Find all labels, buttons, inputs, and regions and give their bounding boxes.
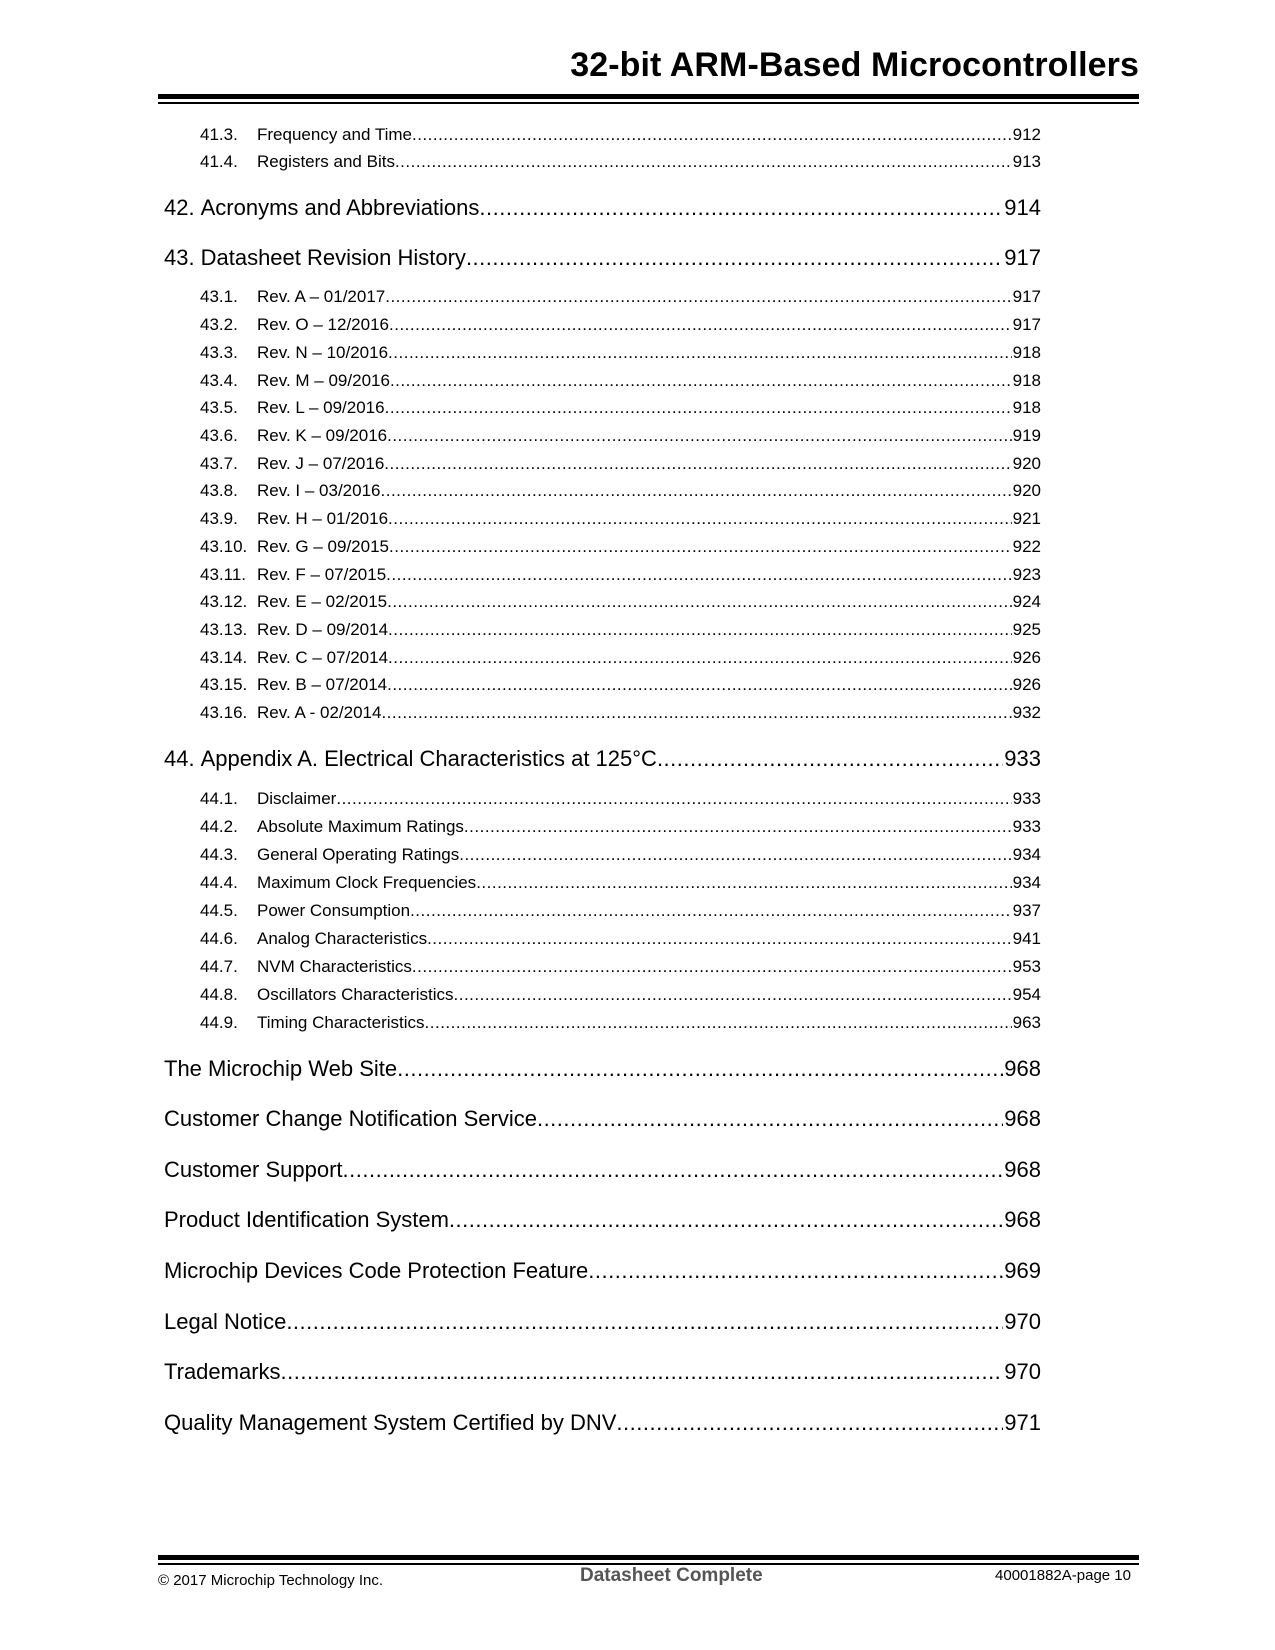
toc-entry[interactable] [200, 703, 1041, 723]
toc-leader-dots [395, 152, 1012, 172]
toc-chapter-title: Acronyms and Abbreviations [200, 195, 480, 220]
toc-leader-dots [336, 789, 1011, 809]
toc-chapter[interactable] [164, 195, 1041, 221]
toc-entry[interactable] [200, 675, 1041, 695]
toc-entry-page: 920 [1012, 481, 1041, 500]
toc-entry-title: Rev. L – 09/2016 [257, 398, 385, 417]
toc-leader-dots [459, 845, 1011, 865]
toc-entry[interactable] [200, 565, 1041, 585]
toc-entry-title: Disclaimer [257, 789, 337, 808]
footer-rule-thick [158, 1555, 1139, 1560]
toc-entry-page: 937 [1012, 901, 1041, 920]
toc-entry-number: 44.3. [200, 845, 238, 864]
toc-entry[interactable] [200, 901, 1041, 921]
toc-entry-number: 43.8. [200, 481, 238, 500]
toc-entry-title: Rev. J – 07/2016 [257, 454, 385, 473]
toc-chapter-page: 914 [1004, 195, 1041, 220]
toc-entry-number: 44.7. [200, 957, 238, 976]
toc-leader-dots [343, 1157, 1004, 1183]
toc-entry[interactable] [200, 620, 1041, 640]
toc-chapter-page: 970 [1004, 1359, 1041, 1384]
toc-entry-title: Frequency and Time [257, 125, 412, 144]
toc-leader-dots [381, 703, 1011, 723]
toc-leader-dots [588, 1258, 1003, 1284]
toc-entry-page: 919 [1012, 426, 1041, 445]
toc-leader-dots [385, 398, 1012, 418]
toc-leader-dots [425, 1013, 1012, 1033]
page-header-title: 32-bit ARM-Based Microcontrollers [570, 46, 1139, 84]
toc-entry-page: 917 [1012, 287, 1041, 306]
footer-document-label: Datasheet Complete [580, 1565, 763, 1586]
toc-chapter[interactable] [164, 1410, 1041, 1436]
toc-entry-number: 43.4. [200, 371, 238, 390]
toc-entry-page: 926 [1012, 675, 1041, 694]
toc-entry-page: 954 [1012, 985, 1041, 1004]
toc-leader-dots [388, 648, 1012, 668]
toc-leader-dots [466, 245, 1003, 271]
toc-entry[interactable] [200, 287, 1041, 307]
toc-leader-dots [386, 565, 1011, 585]
toc-entry-title: Rev. C – 07/2014 [257, 648, 389, 667]
toc-chapter[interactable] [164, 1359, 1041, 1385]
toc-chapter-page: 968 [1004, 1106, 1041, 1131]
toc-chapter-number: 42. [164, 195, 195, 220]
toc-entry[interactable] [200, 371, 1041, 391]
toc-entry-number: 43.13. [200, 620, 248, 639]
toc-entry-title: Rev. M – 09/2016 [257, 371, 390, 390]
toc-entry-number: 43.11. [200, 565, 247, 584]
toc-entry-number: 43.5. [200, 398, 238, 417]
toc-entry[interactable] [200, 789, 1041, 809]
toc-entry-number: 44.6. [200, 929, 238, 948]
toc-leader-dots [385, 287, 1011, 307]
toc-chapter-page: 968 [1004, 1056, 1041, 1081]
footer-copyright: © 2017 Microchip Technology Inc. [158, 1572, 384, 1589]
toc-leader-dots [410, 901, 1012, 921]
toc-chapter[interactable] [164, 1157, 1041, 1183]
toc-entry-title: Rev. B – 07/2014 [257, 675, 388, 694]
toc-entry[interactable] [200, 537, 1041, 557]
toc-chapter-title: Legal Notice [164, 1309, 287, 1334]
toc-chapter-title: Quality Management System Certified by DNV [164, 1410, 617, 1435]
toc-entry[interactable] [200, 152, 1041, 172]
toc-entry-title: Analog Characteristics [257, 929, 428, 948]
footer-page-number: 40001882A-page 10 [995, 1567, 1131, 1584]
toc-entry-title: Rev. I – 03/2016 [257, 481, 381, 500]
toc-leader-dots [388, 509, 1012, 529]
toc-entry[interactable] [200, 398, 1041, 418]
toc-entry-number: 44.1. [200, 789, 238, 808]
toc-entry-title: Maximum Clock Frequencies [257, 873, 477, 892]
toc-entry-title: Rev. H – 01/2016 [257, 509, 389, 528]
toc-leader-dots [427, 929, 1012, 949]
toc-leader-dots [387, 675, 1012, 695]
toc-entry-page: 912 [1012, 125, 1041, 144]
toc-chapter-page: 970 [1004, 1309, 1041, 1334]
toc-entry-number: 44.9. [200, 1013, 238, 1032]
toc-entry-page: 913 [1012, 152, 1041, 171]
toc-entry-page: 925 [1012, 620, 1041, 639]
toc-entry-page: 934 [1012, 873, 1041, 892]
toc-chapter-page: 968 [1004, 1157, 1041, 1182]
toc-leader-dots [657, 746, 1003, 772]
toc-leader-dots [476, 873, 1011, 893]
toc-entry-title: Rev. A – 01/2017 [257, 287, 386, 306]
toc-entry-page: 917 [1012, 315, 1041, 334]
toc-entry[interactable] [200, 845, 1041, 865]
toc-leader-dots [286, 1309, 1003, 1335]
toc-entry-title: Rev. O – 12/2016 [257, 315, 389, 334]
toc-entry-title: General Operating Ratings [257, 845, 460, 864]
toc-entry-number: 41.3. [200, 125, 238, 144]
toc-leader-dots [281, 1359, 1004, 1385]
toc-entry-number: 44.4. [200, 873, 238, 892]
toc-entry[interactable] [200, 315, 1041, 335]
toc-chapter-number: 43. [164, 245, 195, 270]
toc-chapter-title: Datasheet Revision History [200, 245, 466, 270]
toc-chapter-page: 969 [1004, 1258, 1041, 1283]
toc-chapter-title: Customer Change Notification Service [164, 1106, 537, 1131]
toc-leader-dots [397, 1056, 1003, 1082]
toc-entry-page: 941 [1012, 929, 1041, 948]
toc-entry[interactable] [200, 957, 1041, 977]
toc-chapter-number: 44. [164, 746, 195, 771]
toc-entry-number: 43.6. [200, 426, 238, 445]
toc-entry[interactable] [200, 125, 1041, 145]
toc-chapter[interactable] [164, 1309, 1041, 1335]
toc-entry-page: 921 [1012, 509, 1041, 528]
toc-entry-number: 43.15. [200, 675, 248, 694]
toc-entry[interactable] [200, 509, 1041, 529]
toc-leader-dots [616, 1410, 1003, 1436]
toc-chapter-title: The Microchip Web Site [164, 1056, 398, 1081]
toc-leader-dots [412, 957, 1012, 977]
toc-entry-page: 934 [1012, 845, 1041, 864]
toc-chapter-page: 917 [1004, 245, 1041, 270]
toc-chapter-title: Customer Support [164, 1157, 343, 1182]
toc-entry[interactable] [200, 592, 1041, 612]
toc-entry-title: Absolute Maximum Ratings [257, 817, 464, 836]
toc-leader-dots [387, 592, 1012, 612]
toc-leader-dots [454, 985, 1012, 1005]
toc-entry-title: Rev. E – 02/2015 [257, 592, 388, 611]
toc-leader-dots [479, 195, 1003, 221]
toc-entry-page: 920 [1012, 454, 1041, 473]
toc-entry-number: 44.2. [200, 817, 238, 836]
toc-leader-dots [390, 371, 1012, 391]
toc-entry[interactable] [200, 1013, 1041, 1033]
toc-entry[interactable] [200, 817, 1041, 837]
toc-entry[interactable] [200, 929, 1041, 949]
toc-leader-dots [384, 454, 1011, 474]
toc-entry-number: 43.10. [200, 537, 248, 556]
toc-entry-number: 43.14. [200, 648, 248, 667]
toc-chapter-title: Appendix A. Electrical Characteristics at 125°C [200, 746, 657, 771]
toc-entry[interactable] [200, 985, 1041, 1005]
toc-entry[interactable] [200, 454, 1041, 474]
toc-entry-page: 963 [1012, 1013, 1041, 1032]
toc-chapter-page: 968 [1004, 1207, 1041, 1232]
toc-entry-title: Rev. N – 10/2016 [257, 343, 389, 362]
toc-chapter[interactable] [164, 746, 1041, 772]
toc-entry-number: 43.12. [200, 592, 248, 611]
toc-entry-number: 44.5. [200, 901, 238, 920]
toc-entry-number: 44.8. [200, 985, 238, 1004]
toc-entry-page: 953 [1012, 957, 1041, 976]
toc-leader-dots [387, 426, 1012, 446]
toc-leader-dots [389, 537, 1012, 557]
toc-entry[interactable] [200, 648, 1041, 668]
toc-leader-dots [537, 1106, 1003, 1132]
toc-entry-number: 43.16. [200, 703, 248, 722]
toc-entry-title: Registers and Bits [257, 152, 395, 171]
toc-entry[interactable] [200, 873, 1041, 893]
toc-chapter[interactable] [164, 1106, 1041, 1132]
toc-leader-dots [388, 620, 1012, 640]
toc-entry[interactable] [200, 481, 1041, 501]
toc-entry-title: Rev. F – 07/2015 [257, 565, 387, 584]
toc-leader-dots [464, 817, 1012, 837]
toc-entry-title: Rev. A - 02/2014 [257, 703, 382, 722]
toc-entry-title: Oscillators Characteristics [257, 985, 454, 1004]
toc-chapter[interactable] [164, 1056, 1041, 1082]
toc-entry-title: Timing Characteristics [257, 1013, 425, 1032]
toc-entry-title: Power Consumption [257, 901, 411, 920]
toc-entry[interactable] [200, 343, 1041, 363]
toc-leader-dots [389, 315, 1012, 335]
toc-entry-page: 918 [1012, 398, 1041, 417]
toc-entry-page: 922 [1012, 537, 1041, 556]
toc-chapter-title: Product Identification System [164, 1207, 449, 1232]
toc-entry-page: 932 [1012, 703, 1041, 722]
toc-entry[interactable] [200, 426, 1041, 446]
toc-entry-page: 918 [1012, 343, 1041, 362]
toc-entry-number: 43.1. [200, 287, 238, 306]
toc-entry-page: 933 [1012, 817, 1041, 836]
toc-entry-title: NVM Characteristics [257, 957, 412, 976]
toc-leader-dots [388, 343, 1012, 363]
toc-leader-dots [449, 1207, 1003, 1233]
toc-entry-number: 43.3. [200, 343, 238, 362]
toc-entry-number: 43.7. [200, 454, 238, 473]
toc-chapter-title: Microchip Devices Code Protection Feature [164, 1258, 589, 1283]
toc-leader-dots [381, 481, 1012, 501]
toc-entry-number: 43.2. [200, 315, 238, 334]
toc-entry-page: 933 [1012, 789, 1041, 808]
toc-chapter[interactable] [164, 1207, 1041, 1233]
toc-chapter[interactable] [164, 245, 1041, 271]
toc-chapter[interactable] [164, 1258, 1041, 1284]
toc-entry-number: 43.9. [200, 509, 238, 528]
toc-entry-title: Rev. D – 09/2014 [257, 620, 389, 639]
toc-entry-page: 926 [1012, 648, 1041, 667]
toc-entry-page: 918 [1012, 371, 1041, 390]
toc-chapter-page: 971 [1004, 1410, 1041, 1435]
toc-chapter-page: 933 [1004, 746, 1041, 771]
toc-entry-page: 923 [1012, 565, 1041, 584]
toc-entry-title: Rev. G – 09/2015 [257, 537, 389, 556]
toc-leader-dots [412, 125, 1012, 145]
toc-entry-title: Rev. K – 09/2016 [257, 426, 388, 445]
toc-entry-page: 924 [1012, 592, 1041, 611]
toc-entry-number: 41.4. [200, 152, 238, 171]
toc-chapter-title: Trademarks [164, 1359, 281, 1384]
